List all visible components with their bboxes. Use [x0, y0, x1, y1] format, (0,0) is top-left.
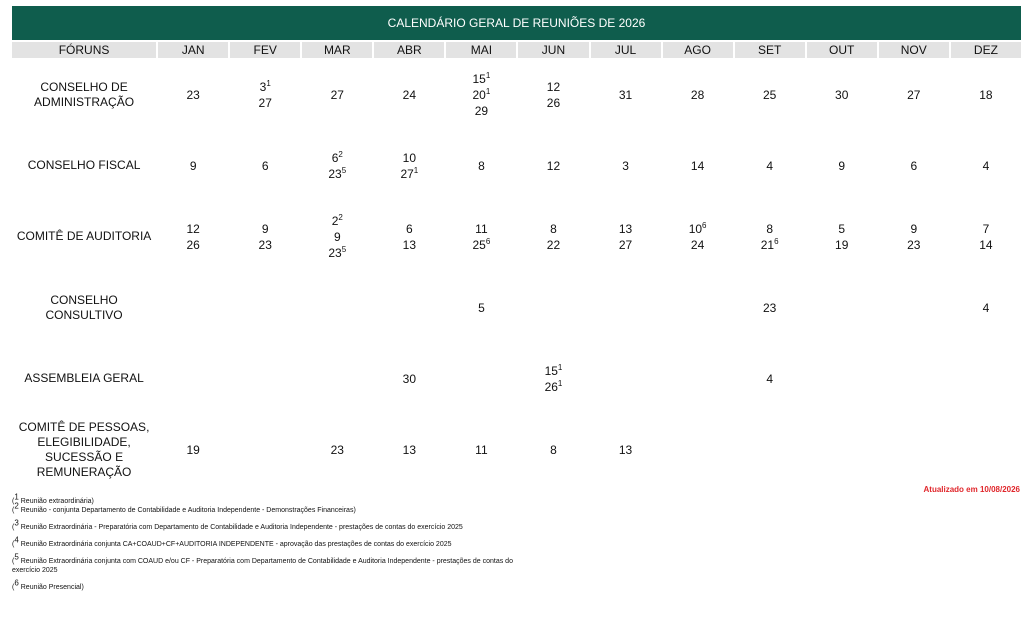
- forum-row: [11, 59, 1022, 130]
- meetings-calendar-table: [10, 4, 1023, 487]
- meeting-day: [158, 442, 228, 458]
- meeting-cell: [301, 272, 373, 343]
- meeting-day: [446, 87, 516, 103]
- meeting-day: [735, 221, 805, 237]
- meeting-cell: [157, 59, 229, 130]
- meeting-cell: [517, 59, 589, 130]
- footnote: (4 Reunião Extraordinária conjunta CA+COAUD+CF+AUDITORIA INDEPENDENTE - aprovação das prestações de contas do exercício 2025: [12, 535, 452, 548]
- meeting-cell: [950, 59, 1022, 130]
- meeting-cell: [878, 201, 950, 272]
- meeting-cell: [517, 414, 589, 486]
- forum-name-line: COMITÊ DE AUDITORIA: [16, 229, 152, 243]
- calendar-body: [11, 59, 1022, 486]
- meeting-cell: [445, 272, 517, 343]
- meeting-cell: [734, 414, 806, 486]
- day-number: 23: [762, 300, 777, 315]
- meeting-day: [374, 87, 444, 103]
- meeting-day: [735, 237, 805, 253]
- day-number: 14: [690, 158, 705, 173]
- forum-name-line: ASSEMBLEIA GERAL: [24, 371, 144, 385]
- day-number: 8: [478, 158, 485, 173]
- header-month: NOV: [878, 41, 950, 59]
- day-number: 5: [478, 300, 485, 315]
- footnote-number: 1: [14, 492, 19, 502]
- meeting-day: [374, 150, 444, 166]
- meeting-day: [518, 158, 588, 174]
- footnote-marker: 2: [338, 212, 343, 222]
- meeting-day: [518, 95, 588, 111]
- day-number: 12: [186, 221, 200, 236]
- day-number: 12: [546, 158, 561, 173]
- day-number: 26: [186, 237, 200, 252]
- meeting-cell: [950, 130, 1022, 201]
- footnote-number: 5: [14, 552, 19, 562]
- meeting-day: [951, 87, 1021, 103]
- forum-row: [11, 272, 1022, 343]
- day-number: 22: [546, 237, 561, 252]
- footnote-marker: 1: [413, 165, 419, 175]
- day-number: 13: [402, 237, 417, 252]
- meeting-day: [302, 87, 372, 103]
- day-number: 20: [472, 87, 486, 102]
- meeting-day: [302, 245, 372, 261]
- meeting-cell: [301, 59, 373, 130]
- day-number: 8: [766, 221, 773, 236]
- meeting-day: [591, 221, 661, 237]
- day-number: 10: [402, 150, 417, 165]
- day-number: 3: [622, 158, 629, 173]
- meeting-day: [374, 237, 444, 253]
- meeting-cell: [373, 272, 445, 343]
- forum-name: [11, 343, 157, 414]
- meeting-day: [735, 371, 805, 387]
- day-number: 9: [333, 229, 341, 244]
- meeting-day: [663, 221, 733, 237]
- footnote: (2 Reunião - conjunta Departamento de Contabilidade e Auditoria Independente - Demonstrações Financeiras): [12, 501, 356, 514]
- forum-name: [11, 59, 157, 130]
- meeting-day: [158, 237, 228, 253]
- meeting-cell: [301, 343, 373, 414]
- header-month: AGO: [662, 41, 734, 59]
- column-header-row: [11, 41, 1022, 59]
- footnote-text: Reunião Extraordinária - Preparatória com Departamento de Contabilidade e Auditoria Independente - prestações de contas do exercício 2025: [18, 524, 463, 531]
- title-row: [11, 5, 1022, 41]
- meeting-day: [663, 158, 733, 174]
- meeting-day: [951, 300, 1021, 316]
- meeting-cell: [445, 130, 517, 201]
- footnote: (1 Reunião extraordinária): [12, 492, 94, 505]
- meeting-day: [879, 221, 949, 237]
- day-number: 4: [982, 300, 990, 315]
- meeting-cell: [806, 59, 878, 130]
- meeting-cell: [590, 272, 662, 343]
- meeting-day: [230, 237, 300, 253]
- meeting-day: [735, 300, 805, 316]
- forum-name-line: CONSELHO FISCAL: [27, 158, 141, 172]
- forum-name: [11, 272, 157, 343]
- footnote-marker: 2: [338, 149, 343, 159]
- footnote-marker: 1: [485, 86, 491, 96]
- meeting-cell: [878, 414, 950, 486]
- day-number: 13: [402, 443, 417, 457]
- day-number: 21: [760, 237, 775, 252]
- meeting-cell: [373, 201, 445, 272]
- day-number: 8: [550, 221, 557, 236]
- day-number: 28: [690, 87, 705, 102]
- footnote-marker: 1: [485, 70, 491, 80]
- meeting-cell: [806, 343, 878, 414]
- header-month: MAI: [445, 41, 517, 59]
- day-number: 26: [546, 95, 561, 110]
- meeting-cell: [878, 130, 950, 201]
- footnote: (5 Reunião Extraordinária conjunta com COAUD e/ou CF - Preparatória com Departamento de Contabilidade e Auditoria Independente - prestações de contas do exercício 2025: [12, 552, 513, 574]
- day-number: 27: [907, 87, 921, 102]
- meeting-day: [446, 103, 516, 119]
- day-number: 30: [402, 371, 417, 386]
- header-month: DEZ: [950, 41, 1022, 59]
- meeting-day: [446, 71, 516, 87]
- meeting-cell: [157, 272, 229, 343]
- day-number: 2: [331, 213, 339, 228]
- meeting-day: [735, 87, 805, 103]
- meeting-day: [591, 237, 661, 253]
- meeting-cell: [445, 343, 517, 414]
- meeting-cell: [878, 272, 950, 343]
- day-number: 23: [328, 245, 342, 260]
- meeting-day: [518, 379, 588, 395]
- meeting-day: [230, 158, 300, 174]
- meeting-cell: [662, 130, 734, 201]
- meeting-day: [446, 158, 516, 174]
- meeting-day: [663, 87, 733, 103]
- meeting-cell: [806, 272, 878, 343]
- day-number: 9: [261, 221, 269, 236]
- meeting-day: [446, 300, 516, 316]
- meeting-cell: [662, 201, 734, 272]
- meeting-cell: [878, 343, 950, 414]
- meeting-day: [230, 79, 300, 95]
- forum-name-line: COMITÊ DE PESSOAS,: [18, 420, 150, 434]
- meeting-cell: [445, 201, 517, 272]
- day-number: 14: [979, 237, 993, 252]
- footnote-text: Reunião Extraordinária conjunta CA+COAUD+CF+AUDITORIA INDEPENDENTE - aprovação das prestações de contas do exercício 2025: [18, 541, 452, 548]
- meeting-day: [879, 158, 949, 174]
- header-month: SET: [734, 41, 806, 59]
- day-number: 23: [330, 443, 344, 457]
- forum-row: [11, 343, 1022, 414]
- day-number: 31: [618, 87, 633, 102]
- meeting-cell: [157, 201, 229, 272]
- forum-name-line: ELEGIBILIDADE,: [37, 435, 131, 449]
- forum-name-line: SUCESSÃO E: [45, 450, 124, 464]
- meeting-day: [158, 158, 228, 174]
- footnote-number: 4: [14, 535, 19, 545]
- meeting-day: [591, 87, 661, 103]
- meeting-day: [879, 87, 949, 103]
- footnote-text: Reunião Presencial): [18, 584, 84, 591]
- footnote: (6 Reunião Presencial): [12, 578, 84, 591]
- meeting-day: [374, 221, 444, 237]
- meeting-day: [446, 237, 516, 253]
- day-number: 27: [258, 95, 272, 110]
- forum-row: [11, 414, 1022, 486]
- day-number: 9: [189, 158, 197, 173]
- meeting-cell: [878, 59, 950, 130]
- footnote-number: 3: [14, 518, 19, 528]
- meeting-day: [951, 158, 1021, 174]
- day-number: 15: [544, 363, 558, 378]
- meeting-day: [518, 221, 588, 237]
- meeting-day: [302, 166, 372, 182]
- meeting-cell: [229, 272, 301, 343]
- forum-row: [11, 201, 1022, 272]
- footnote-text: Reunião extraordinária): [18, 498, 94, 505]
- day-number: 7: [982, 221, 990, 236]
- meeting-cell: [445, 59, 517, 130]
- day-number: 4: [982, 158, 990, 173]
- meeting-day: [951, 221, 1021, 237]
- header-month: JAN: [157, 41, 229, 59]
- meeting-day: [518, 79, 588, 95]
- meeting-day: [302, 442, 372, 458]
- meeting-cell: [445, 414, 517, 486]
- header-month: MAR: [301, 41, 373, 59]
- meeting-cell: [734, 272, 806, 343]
- footnote-marker: 1: [557, 378, 563, 388]
- day-number: 3: [259, 79, 267, 94]
- day-number: 23: [258, 237, 272, 252]
- meeting-cell: [950, 272, 1022, 343]
- meeting-cell: [806, 130, 878, 201]
- meeting-cell: [229, 201, 301, 272]
- meeting-cell: [662, 414, 734, 486]
- meeting-day: [374, 166, 444, 182]
- footnote-marker: 1: [557, 362, 563, 372]
- day-number: 4: [766, 371, 773, 386]
- meeting-day: [158, 221, 228, 237]
- day-number: 23: [186, 87, 200, 102]
- meeting-day: [518, 363, 588, 379]
- forum-name-line: ADMINISTRAÇÃO: [34, 94, 135, 109]
- meeting-cell: [590, 59, 662, 130]
- meeting-cell: [590, 343, 662, 414]
- day-number: 18: [979, 87, 993, 102]
- meeting-cell: [301, 130, 373, 201]
- meeting-day: [735, 158, 805, 174]
- meeting-cell: [734, 130, 806, 201]
- day-number: 5: [838, 221, 846, 236]
- header-forums: FÓRUNS: [11, 41, 157, 59]
- meeting-cell: [590, 201, 662, 272]
- meeting-day: [230, 221, 300, 237]
- meeting-cell: [517, 272, 589, 343]
- forum-name: [11, 414, 157, 486]
- day-number: 25: [472, 237, 486, 252]
- meeting-cell: [590, 130, 662, 201]
- meeting-day: [807, 237, 877, 253]
- meeting-cell: [157, 414, 229, 486]
- meeting-cell: [373, 59, 445, 130]
- meeting-day: [807, 87, 877, 103]
- meeting-cell: [806, 201, 878, 272]
- meeting-cell: [301, 201, 373, 272]
- meeting-cell: [662, 272, 734, 343]
- forum-name-line: CONSELHO CONSULTIVO: [45, 292, 123, 322]
- footnote-marker: 6: [702, 220, 707, 230]
- meeting-day: [591, 158, 661, 174]
- forum-name: [11, 130, 157, 201]
- forum-row: [11, 130, 1022, 201]
- day-number: 24: [402, 87, 417, 102]
- meeting-day: [446, 442, 516, 458]
- day-number: 12: [546, 79, 561, 94]
- day-number: 9: [838, 158, 846, 173]
- meeting-cell: [734, 59, 806, 130]
- day-number: 6: [910, 158, 918, 173]
- footnote-marker: 5: [341, 244, 347, 254]
- footnote-marker: 6: [485, 236, 491, 246]
- day-number: 6: [331, 150, 339, 165]
- meeting-cell: [950, 414, 1022, 486]
- meeting-cell: [517, 201, 589, 272]
- meeting-cell: [373, 343, 445, 414]
- footnote-text: Reunião Extraordinária conjunta com COAUD e/ou CF - Preparatória com Departamento de Contabilidade e Auditoria Independente - prestações de contas do exercício 2025: [12, 558, 513, 574]
- meeting-cell: [590, 414, 662, 486]
- day-number: 27: [400, 166, 414, 181]
- footnote-text: Reunião - conjunta Departamento de Contabilidade e Auditoria Independente - Demonstrações Financeiras): [18, 507, 356, 514]
- header-month: JUL: [590, 41, 662, 59]
- meeting-day: [879, 237, 949, 253]
- meeting-cell: [229, 59, 301, 130]
- day-number: 6: [261, 158, 269, 173]
- meeting-day: [302, 150, 372, 166]
- meeting-cell: [373, 130, 445, 201]
- meeting-day: [807, 158, 877, 174]
- day-number: 25: [762, 87, 777, 102]
- footnote-number: 6: [14, 578, 19, 588]
- meeting-day: [302, 213, 372, 229]
- meeting-day: [591, 442, 661, 458]
- day-number: 15: [472, 71, 486, 86]
- meeting-cell: [229, 343, 301, 414]
- footnote-number: 2: [14, 501, 19, 511]
- day-number: 9: [910, 221, 918, 236]
- header-month: ABR: [373, 41, 445, 59]
- footnote-marker: 5: [341, 165, 347, 175]
- meeting-cell: [950, 201, 1022, 272]
- meeting-day: [374, 371, 444, 387]
- header-month: JUN: [517, 41, 589, 59]
- forum-name-line: CONSELHO DE: [40, 79, 128, 94]
- meeting-day: [518, 442, 588, 458]
- meeting-cell: [157, 343, 229, 414]
- updated-date: Atualizado em 10/08/2026: [923, 485, 1020, 494]
- meeting-day: [518, 237, 588, 253]
- day-number: 26: [544, 379, 558, 394]
- meeting-cell: [662, 59, 734, 130]
- day-number: 24: [690, 237, 705, 252]
- day-number: 6: [406, 221, 413, 236]
- meeting-cell: [734, 201, 806, 272]
- day-number: 19: [835, 237, 849, 252]
- meeting-day: [230, 95, 300, 111]
- meeting-cell: [517, 343, 589, 414]
- meeting-cell: [734, 343, 806, 414]
- meeting-day: [807, 221, 877, 237]
- meeting-cell: [950, 343, 1022, 414]
- forum-name: [11, 201, 157, 272]
- meeting-cell: [301, 414, 373, 486]
- day-number: 4: [766, 158, 773, 173]
- meeting-cell: [157, 130, 229, 201]
- meeting-day: [158, 87, 228, 103]
- meeting-cell: [806, 414, 878, 486]
- footnotes: [12, 492, 532, 592]
- day-number: 8: [550, 443, 557, 457]
- meeting-cell: [373, 414, 445, 486]
- footnote-marker: 1: [266, 78, 271, 88]
- day-number: 13: [618, 443, 633, 457]
- day-number: 13: [618, 221, 633, 236]
- day-number: 23: [907, 237, 921, 252]
- day-number: 19: [186, 443, 200, 457]
- meeting-day: [446, 221, 516, 237]
- day-number: 11: [475, 221, 488, 236]
- footnote: (3 Reunião Extraordinária - Preparatória com Departamento de Contabilidade e Auditoria Independente - prestações de contas do exercício 2025: [12, 518, 463, 531]
- calendar-title: CALENDÁRIO GERAL DE REUNIÕES DE 2026: [11, 5, 1022, 41]
- meeting-cell: [517, 130, 589, 201]
- meeting-cell: [229, 130, 301, 201]
- header-month: FEV: [229, 41, 301, 59]
- meeting-cell: [229, 414, 301, 486]
- day-number: 30: [835, 87, 849, 102]
- header-month: OUT: [806, 41, 878, 59]
- day-number: 27: [618, 237, 633, 252]
- day-number: 10: [688, 221, 703, 236]
- forum-name-line: REMUNERAÇÃO: [36, 465, 132, 479]
- meeting-day: [302, 229, 372, 245]
- meeting-day: [374, 442, 444, 458]
- footnote-marker: 6: [774, 236, 779, 246]
- day-number: 23: [328, 166, 342, 181]
- meeting-cell: [662, 343, 734, 414]
- day-number: 11: [475, 443, 488, 457]
- day-number: 27: [330, 87, 344, 102]
- day-number: 29: [474, 103, 489, 118]
- meeting-day: [663, 237, 733, 253]
- meeting-day: [951, 237, 1021, 253]
